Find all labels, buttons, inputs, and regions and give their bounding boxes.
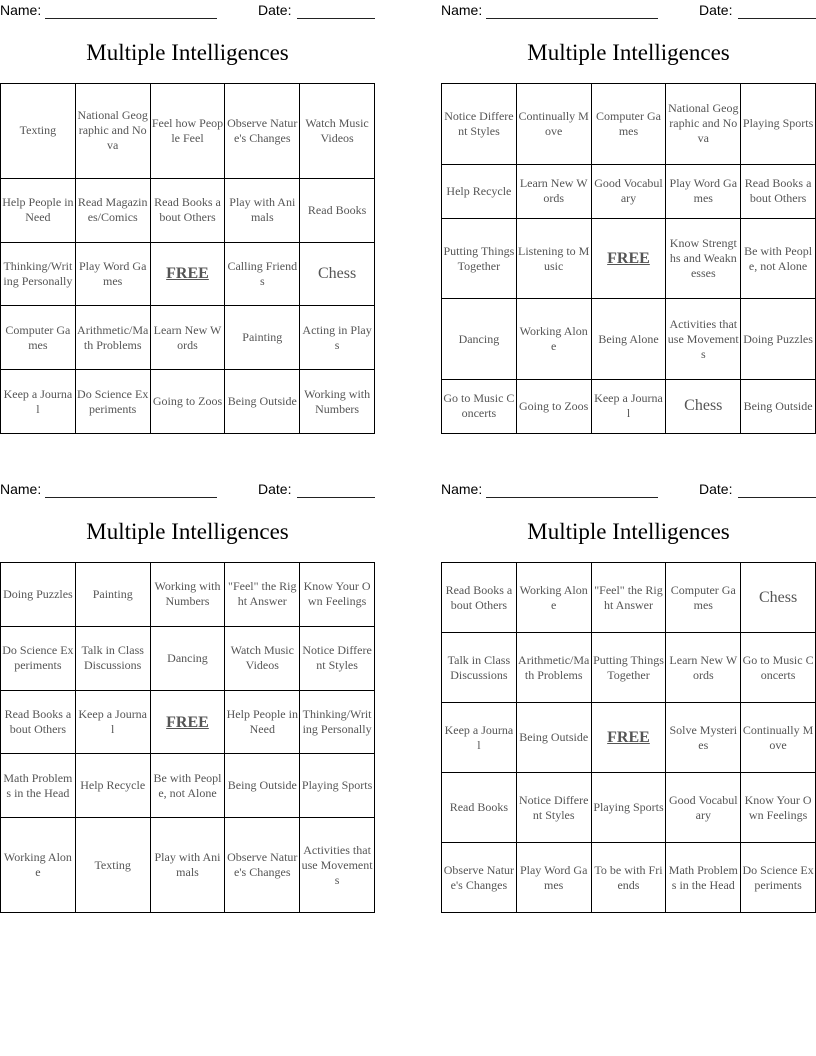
grid-cell: Going to Zoos [150, 370, 225, 434]
grid-cell: Observe Nature's Changes [442, 843, 517, 913]
grid-cell: Acting in Plays [300, 306, 375, 370]
grid-cell: Doing Puzzles [741, 299, 816, 380]
bingo-grid [441, 83, 816, 434]
grid-cell: Read Books about Others [741, 164, 816, 218]
grid-cell: Good Vocabulary [591, 164, 666, 218]
name-label: Name: [441, 2, 483, 18]
date-line [297, 497, 375, 498]
grid-cell: To be with Friends [591, 843, 666, 913]
grid-cell: Be with People, not Alone [150, 754, 225, 818]
grid-cell: Do Science Experiments [75, 370, 150, 434]
grid-cell: Feel how People Feel [150, 84, 225, 179]
grid-cell: "Feel" the Right Answer [225, 563, 300, 627]
grid-cell: Read Books about Others [150, 178, 225, 242]
grid-cell: Read Books about Others [1, 690, 76, 754]
grid-row [1, 84, 375, 179]
date-label: Date: [699, 2, 733, 18]
grid-row [442, 703, 816, 773]
grid-row [442, 843, 816, 913]
grid-row [442, 633, 816, 703]
grid-cell: Solve Mysteries [666, 703, 741, 773]
grid-cell: Help People in Need [1, 178, 76, 242]
grid-cell: Dancing [442, 299, 517, 380]
grid-cell: Talk in Class Discussions [442, 633, 517, 703]
grid-row [442, 218, 816, 299]
grid-cell: Going to Zoos [516, 379, 591, 433]
bingo-grid [0, 562, 375, 913]
name-date-row [441, 481, 816, 499]
grid-cell: Putting Things Together [442, 218, 517, 299]
grid-cell: National Geographic and Nova [666, 84, 741, 165]
grid-row [1, 626, 375, 690]
grid-cell: Computer Games [666, 563, 741, 633]
grid-cell: Computer Games [1, 306, 76, 370]
grid-cell: Being Outside [516, 703, 591, 773]
grid-cell: Do Science Experiments [1, 626, 76, 690]
grid-cell: Chess [741, 563, 816, 633]
grid-cell: Play Word Games [516, 843, 591, 913]
grid-row [1, 370, 375, 434]
name-date-row [0, 2, 375, 20]
grid-cell: Be with People, not Alone [741, 218, 816, 299]
grid-row [1, 242, 375, 306]
grid-cell: Read Books [300, 178, 375, 242]
grid-cell: Calling Friends [225, 242, 300, 306]
grid-cell: Read Magazines/Comics [75, 178, 150, 242]
grid-cell: Playing Sports [591, 773, 666, 843]
grid-cell: Learn New Words [666, 633, 741, 703]
grid-cell: Activities that use Movements [300, 818, 375, 913]
grid-cell: Play with Animals [225, 178, 300, 242]
grid-cell: Keep a Journal [442, 703, 517, 773]
grid-cell: Know Your Own Feelings [741, 773, 816, 843]
grid-cell: Dancing [150, 626, 225, 690]
grid-cell: Go to Music Concerts [442, 379, 517, 433]
card-title: Multiple Intelligences [86, 519, 289, 544]
grid-cell: Playing Sports [300, 754, 375, 818]
name-line [486, 497, 658, 498]
card-title: Multiple Intelligences [527, 40, 730, 65]
card-title: Multiple Intelligences [86, 40, 289, 65]
grid-row [1, 690, 375, 754]
name-line [45, 497, 217, 498]
grid-row [1, 563, 375, 627]
name-label: Name: [0, 2, 42, 18]
grid-row [442, 84, 816, 165]
grid-cell: National Geographic and Nova [75, 84, 150, 179]
grid-row [1, 178, 375, 242]
card-title: Multiple Intelligences [527, 519, 730, 544]
grid-cell: Know Your Own Feelings [300, 563, 375, 627]
grid-cell: Watch Music Videos [300, 84, 375, 179]
grid-cell: Listening to Music [516, 218, 591, 299]
bingo-grid [441, 562, 816, 913]
grid-cell: Play with Animals [150, 818, 225, 913]
grid-row [442, 164, 816, 218]
grid-cell: Working with Numbers [150, 563, 225, 627]
grid-cell: Being Outside [225, 754, 300, 818]
grid-cell: Play Word Games [75, 242, 150, 306]
grid-cell: Read Books about Others [442, 563, 517, 633]
free-space: FREE [591, 218, 666, 299]
name-label: Name: [0, 481, 42, 497]
grid-cell: Working with Numbers [300, 370, 375, 434]
name-line [45, 18, 217, 19]
grid-cell: Thinking/Writing Personally [300, 690, 375, 754]
free-space: FREE [150, 242, 225, 306]
grid-cell: Playing Sports [741, 84, 816, 165]
grid-cell: Keep a Journal [75, 690, 150, 754]
grid-cell: Do Science Experiments [741, 843, 816, 913]
grid-cell: Arithmetic/Math Problems [516, 633, 591, 703]
grid-cell: Keep a Journal [591, 379, 666, 433]
grid-cell: Painting [225, 306, 300, 370]
date-label: Date: [699, 481, 733, 497]
grid-cell: Computer Games [591, 84, 666, 165]
grid-row [442, 379, 816, 433]
date-label: Date: [258, 2, 292, 18]
grid-row [442, 773, 816, 843]
grid-cell: Painting [75, 563, 150, 627]
grid-cell: Notice Different Styles [442, 84, 517, 165]
grid-cell: Texting [1, 84, 76, 179]
grid-cell: Continually Move [741, 703, 816, 773]
grid-row [442, 563, 816, 633]
grid-cell: Being Outside [741, 379, 816, 433]
date-line [738, 497, 816, 498]
grid-cell: Play Word Games [666, 164, 741, 218]
grid-cell: Activities that use Movements [666, 299, 741, 380]
grid-cell: Doing Puzzles [1, 563, 76, 627]
grid-cell: Watch Music Videos [225, 626, 300, 690]
name-date-row [441, 2, 816, 20]
grid-cell: "Feel" the Right Answer [591, 563, 666, 633]
grid-cell: Being Alone [591, 299, 666, 380]
grid-cell: Go to Music Concerts [741, 633, 816, 703]
grid-cell: Putting Things Together [591, 633, 666, 703]
grid-cell: Notice Different Styles [300, 626, 375, 690]
grid-cell: Talk in Class Discussions [75, 626, 150, 690]
grid-cell: Learn New Words [150, 306, 225, 370]
grid-cell: Help Recycle [75, 754, 150, 818]
grid-row [1, 754, 375, 818]
date-line [738, 18, 816, 19]
grid-cell: Good Vocabulary [666, 773, 741, 843]
grid-cell: Thinking/Writing Personally [1, 242, 76, 306]
name-date-row [0, 481, 375, 499]
grid-cell: Continually Move [516, 84, 591, 165]
grid-cell: Know Strengths and Weaknesses [666, 218, 741, 299]
grid-row [442, 299, 816, 380]
free-space: FREE [591, 703, 666, 773]
grid-cell: Arithmetic/Math Problems [75, 306, 150, 370]
grid-cell: Help People in Need [225, 690, 300, 754]
grid-cell: Chess [666, 379, 741, 433]
grid-cell: Working Alone [1, 818, 76, 913]
grid-cell: Keep a Journal [1, 370, 76, 434]
grid-row [1, 818, 375, 913]
grid-cell: Math Problems in the Head [666, 843, 741, 913]
grid-cell: Read Books [442, 773, 517, 843]
date-label: Date: [258, 481, 292, 497]
grid-cell: Working Alone [516, 299, 591, 380]
name-label: Name: [441, 481, 483, 497]
grid-cell: Notice Different Styles [516, 773, 591, 843]
grid-cell: Chess [300, 242, 375, 306]
grid-row [1, 306, 375, 370]
grid-cell: Learn New Words [516, 164, 591, 218]
grid-cell: Observe Nature's Changes [225, 818, 300, 913]
grid-cell: Texting [75, 818, 150, 913]
free-space: FREE [150, 690, 225, 754]
grid-cell: Being Outside [225, 370, 300, 434]
grid-cell: Observe Nature's Changes [225, 84, 300, 179]
grid-cell: Help Recycle [442, 164, 517, 218]
grid-cell: Math Problems in the Head [1, 754, 76, 818]
date-line [297, 18, 375, 19]
name-line [486, 18, 658, 19]
grid-cell: Working Alone [516, 563, 591, 633]
bingo-grid [0, 83, 375, 434]
